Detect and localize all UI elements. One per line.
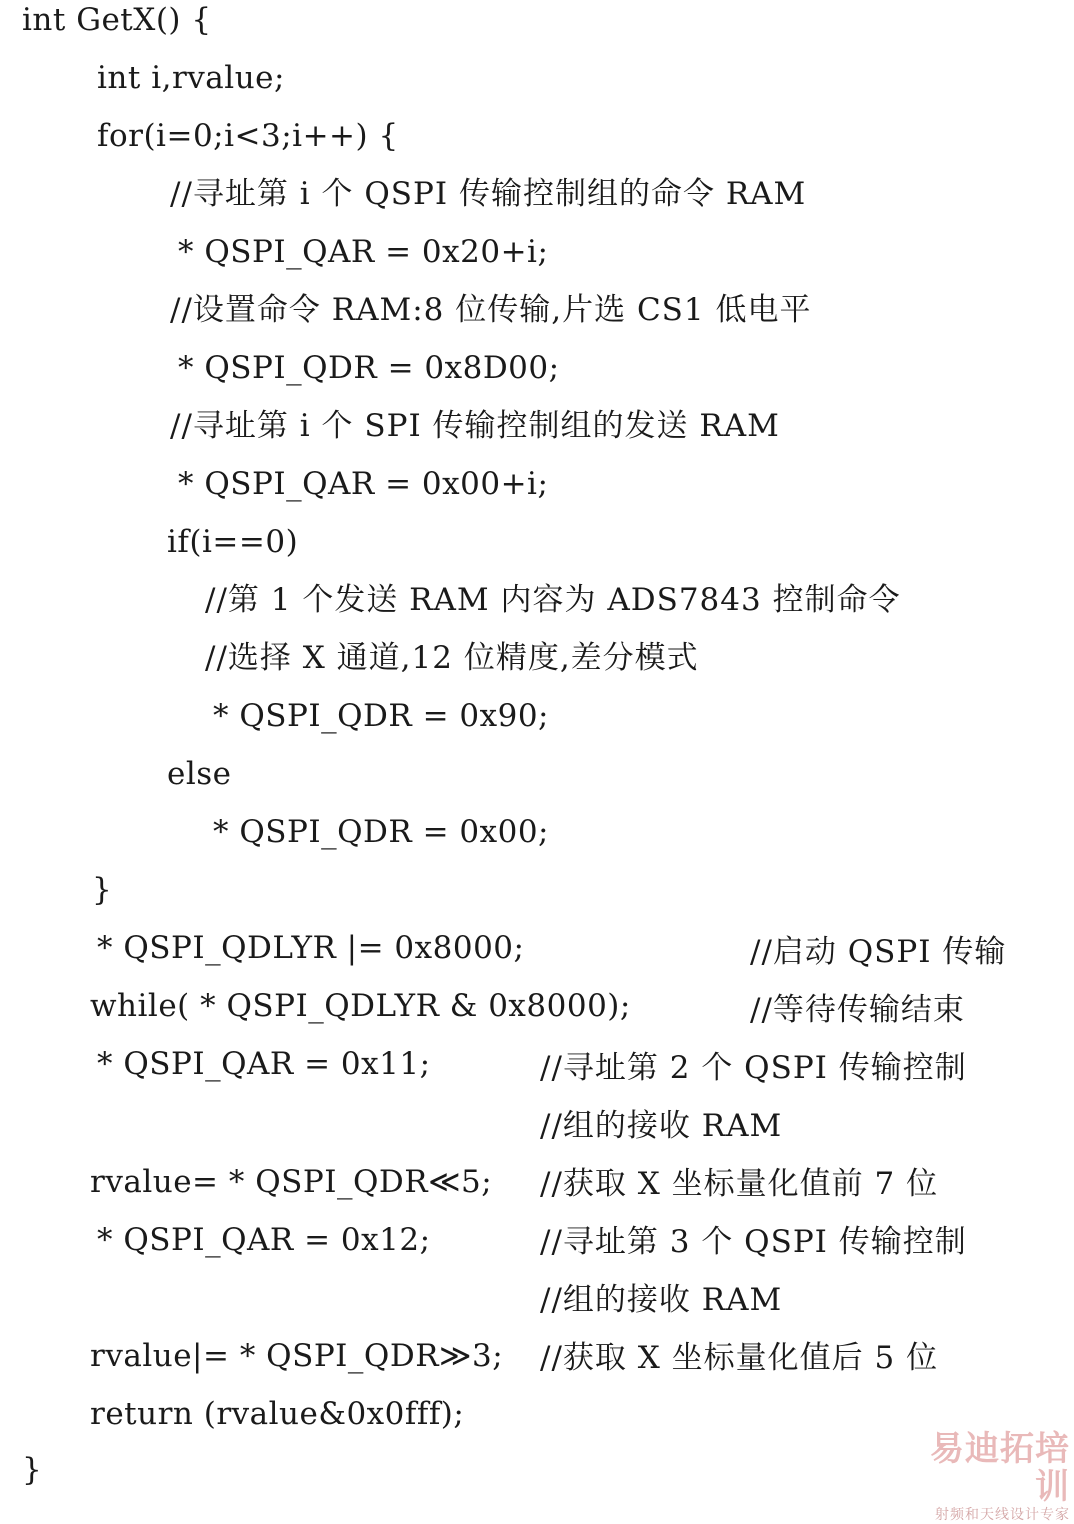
code-comment-line-6: //设置命令 RAM:8 位传输,片选 CS1 低电平 (170, 292, 812, 328)
code-comment-19b: //组的接收 RAM (540, 1108, 783, 1144)
code-comment-17: //启动 QSPI 传输 (750, 934, 1007, 970)
code-comment-line-11: //第 1 个发送 RAM 内容为 ADS7843 控制命令 (205, 582, 901, 618)
code-line-16: } (92, 872, 113, 908)
code-comment-19: //寻址第 2 个 QSPI 传输控制 (540, 1050, 967, 1086)
code-comment-line-12: //选择 X 通道,12 位精度,差分模式 (205, 640, 699, 676)
code-line-7: * QSPI_QDR = 0x8D00; (178, 350, 560, 386)
code-comment-21: //寻址第 3 个 QSPI 传输控制 (540, 1224, 967, 1260)
code-line-18: while( * QSPI_QDLYR & 0x8000); (90, 988, 631, 1024)
code-line-2: int i,rvalue; (97, 60, 285, 96)
code-line-22: rvalue|= * QSPI_QDR≫3; (90, 1338, 504, 1374)
code-line-14: else (167, 756, 232, 792)
code-line-20: rvalue= * QSPI_QDR≪5; (90, 1164, 493, 1200)
watermark (910, 1429, 1070, 1523)
code-comment-21b: //组的接收 RAM (540, 1282, 783, 1318)
code-comment-20: //获取 X 坐标量化值前 7 位 (540, 1166, 939, 1202)
code-comment-line-4: //寻址第 i 个 QSPI 传输控制组的命令 RAM (170, 176, 807, 212)
code-line-5: * QSPI_QAR = 0x20+i; (178, 234, 549, 270)
code-line-17: * QSPI_QDLYR |= 0x8000; (97, 930, 525, 966)
code-comment-line-8: //寻址第 i 个 SPI 传输控制组的发送 RAM (170, 408, 780, 444)
code-line-24: } (22, 1452, 43, 1488)
code-line-3: for(i=0;i<3;i++) { (97, 118, 399, 154)
code-line-1: int GetX() { (22, 2, 212, 38)
code-line-10: if(i==0) (167, 524, 299, 560)
code-line-9: * QSPI_QAR = 0x00+i; (178, 466, 549, 502)
code-line-23: return (rvalue&0x0fff); (90, 1396, 465, 1432)
code-line-21: * QSPI_QAR = 0x12; (97, 1222, 431, 1258)
code-comment-18: //等待传输结束 (750, 992, 965, 1028)
code-comment-22: //获取 X 坐标量化值后 5 位 (540, 1340, 939, 1376)
code-line-19: * QSPI_QAR = 0x11; (97, 1046, 431, 1082)
watermark-subtitle: 射频和天线设计专家 (935, 1507, 1070, 1523)
watermark-title: 易迪拓培训 (930, 1429, 1070, 1507)
code-line-15: * QSPI_QDR = 0x00; (213, 814, 549, 850)
code-line-13: * QSPI_QDR = 0x90; (213, 698, 549, 734)
